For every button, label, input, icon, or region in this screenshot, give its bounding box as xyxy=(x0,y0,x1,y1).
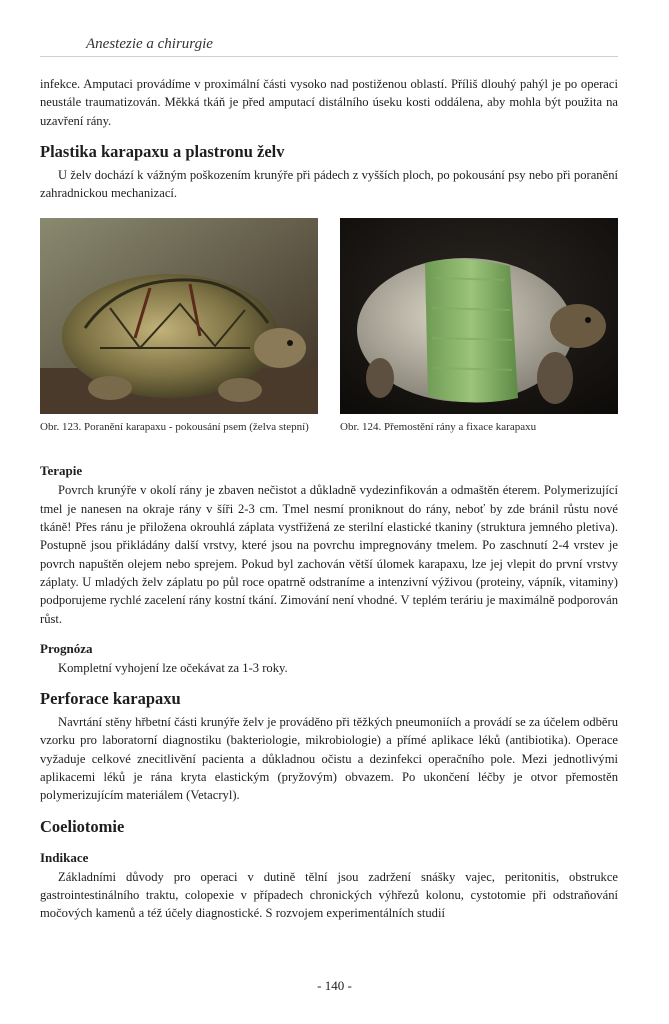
figures-row xyxy=(40,218,618,450)
figure-123-caption: Obr. 123. Poranění karapaxu - pokousání psem (želva stepní) xyxy=(40,421,309,434)
figure-124-caption: Obr. 124. Přemostění rány a fixace karapaxu xyxy=(340,421,537,434)
heading-coeliotomie: Coeliotomie xyxy=(40,816,125,836)
tortoise-bandaged-carapace-photo xyxy=(340,218,618,414)
intro-paragraph: infekce. Amputaci provádíme v proximální části vysoko nad postiženou oblastí. Příliš dlouhý pahýl je po operaci neustále traumatizován. Měkká tkáň je před amputací distálního úseku kosti oddálena, aby mohla být použita na uzavření rány. xyxy=(40,77,618,128)
heading-perforace: Perforace karapaxu xyxy=(40,689,181,709)
heading-prognoza: Prognóza xyxy=(40,640,93,656)
paragraph-terapie: Povrch krunýře v okolí rány je zbaven nečistot a důkladně vydezinfikován a odmaštěn éterem. Polymerizující tmel je nanesen na okraje rány v šíři 2-3 cm. Tmel nesmí proniknout do rány, neboť by zde bránil růstu nové tkáně! Přes ránu je přiložena okrouhlá záplata vystřižená ze sterilní elastické tkaniny (struktura jemného pletiva). Postupně jsou přikládány další vrstvy, které jsou na povrchu impregnovány tmelem. Po zaschnutí 2-4 vrstev je povrch napuštěn olejem nebo sprejem. Pokud byl zachován větší úlomek karapaxu, lze jej vlepit do první vrstvy záplaty. U mladých želv záplatu po půl roce opatrně odstraníme a intenzivní výživou (proteiny, vápník, vitaminy) podporujeme rychlé zacelení rány kostní tkání. Zimování není vhodné. V teplém teráriu je maximálně podporován růst. xyxy=(40,483,618,626)
tortoise-injured-carapace-photo xyxy=(40,218,318,414)
paragraph-prognoza: Kompletní vyhojení lze očekávat za 1-3 roky. xyxy=(58,660,288,675)
figure-124 xyxy=(340,218,618,450)
paragraph-perforace: Navrtání stěny hřbetní části krunýře želv je prováděno při těžkých pneumoniích a provádí se za účelem odběru vzorku pro laboratorní diagnostiku (bakteriologie, mikrobiologie) a přímé aplikace léků (antibiotika). Operace vyžaduje celkové znecitlivění pacienta a důkladnou očistu a dezinfekci operačního pole. Mezi jednotlivými aplikacemi léků je rána kryta elastickým (pryžovým) obvazem. Po ukončení léčby je otvor přemostěn polymerizujícím materiálem (Vetacryl). xyxy=(40,715,618,803)
figure-123 xyxy=(40,218,318,450)
paragraph-plastika: U želv dochází k vážným poškozením krunýře při pádech z vyšších ploch, po pokousání psy nebo při poranění zahradnickou mechanizací. xyxy=(40,167,618,201)
page-number: - 140 - xyxy=(317,978,352,993)
paragraph-indikace: Základními důvody pro operaci v dutině tělní jsou zadržení snášky vajec, peritonitis, obstrukce gastrointestinálního traktu, colopexie v případech chronických výhřezů kolonu, cystotomie při odstraňování močových kamenů a též účely diagnostické. S rozvojem experimentálních studií xyxy=(40,869,618,921)
running-head xyxy=(40,34,618,57)
running-head-title: Anestezie a chirurgie xyxy=(86,36,213,52)
heading-plastika: Plastika karapaxu a plastronu želv xyxy=(40,141,285,161)
heading-indikace: Indikace xyxy=(40,849,89,865)
heading-terapie: Terapie xyxy=(40,463,83,479)
page-content xyxy=(40,75,618,923)
